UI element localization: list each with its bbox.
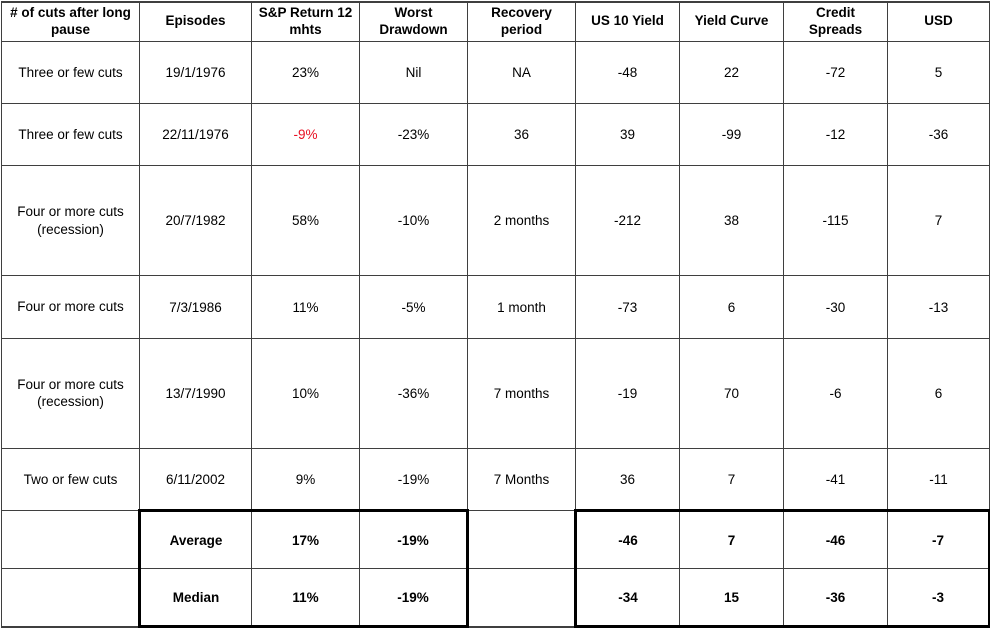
summary-row-median <box>2 569 990 627</box>
cell-sp-return: -9% <box>252 103 360 165</box>
cell-usd: -7 <box>888 511 990 569</box>
cell-recovery: 7 months <box>468 338 576 448</box>
cell-us10: 36 <box>576 449 680 511</box>
cell-credit: -12 <box>784 103 888 165</box>
table-row <box>2 41 990 103</box>
cell-drawdown: -36% <box>360 338 468 448</box>
table-header-row <box>2 2 990 41</box>
cell-episode: 19/1/1976 <box>140 41 252 103</box>
episodes-table <box>1 1 990 628</box>
cell-curve: 15 <box>680 569 784 627</box>
cell-cuts: Three or few cuts <box>2 103 140 165</box>
cell-cuts: Four or more cuts (recession) <box>2 166 140 276</box>
cell-credit: -115 <box>784 166 888 276</box>
cell-sp-return: 11% <box>252 276 360 338</box>
cell-sp-return: 11% <box>252 569 360 627</box>
cell-cuts: Three or few cuts <box>2 41 140 103</box>
cell-curve: 38 <box>680 166 784 276</box>
cell-drawdown: -19% <box>360 511 468 569</box>
cell-recovery: 1 month <box>468 276 576 338</box>
cell-blank <box>468 569 576 627</box>
cell-curve: 7 <box>680 449 784 511</box>
cell-recovery: NA <box>468 41 576 103</box>
cell-episode: 6/11/2002 <box>140 449 252 511</box>
column-header-usd: USD <box>888 2 990 41</box>
cell-drawdown: -5% <box>360 276 468 338</box>
cell-cuts: Four or more cuts (recession) <box>2 338 140 448</box>
column-header-credit-spreads: Credit Spreads <box>784 2 888 41</box>
cell-usd: 7 <box>888 166 990 276</box>
column-header-episodes: Episodes <box>140 2 252 41</box>
cell-curve: 70 <box>680 338 784 448</box>
cell-sp-return: 17% <box>252 511 360 569</box>
cell-blank <box>2 569 140 627</box>
cell-curve: 7 <box>680 511 784 569</box>
table-row <box>2 449 990 511</box>
cell-usd: 5 <box>888 41 990 103</box>
cell-recovery: 2 months <box>468 166 576 276</box>
cell-usd: 6 <box>888 338 990 448</box>
cell-episode: 13/7/1990 <box>140 338 252 448</box>
table-row <box>2 276 990 338</box>
cell-credit: -72 <box>784 41 888 103</box>
cell-credit: -30 <box>784 276 888 338</box>
cell-drawdown: -10% <box>360 166 468 276</box>
cell-us10: -46 <box>576 511 680 569</box>
cell-usd: -36 <box>888 103 990 165</box>
cell-episode: 22/11/1976 <box>140 103 252 165</box>
cell-drawdown: -23% <box>360 103 468 165</box>
cell-sp-return: 23% <box>252 41 360 103</box>
cell-credit: -6 <box>784 338 888 448</box>
table-row <box>2 338 990 448</box>
cell-drawdown: Nil <box>360 41 468 103</box>
cell-credit: -36 <box>784 569 888 627</box>
table-row <box>2 166 990 276</box>
cell-recovery: 7 Months <box>468 449 576 511</box>
cell-recovery: 36 <box>468 103 576 165</box>
table-container <box>0 1 990 630</box>
cell-us10: -48 <box>576 41 680 103</box>
cell-blank <box>468 511 576 569</box>
column-header-sp-return: S&P Return 12 mhts <box>252 2 360 41</box>
cell-blank <box>2 511 140 569</box>
cell-usd: -3 <box>888 569 990 627</box>
cell-us10: -34 <box>576 569 680 627</box>
cell-us10: -212 <box>576 166 680 276</box>
column-header-recovery-period: Recovery period <box>468 2 576 41</box>
cell-credit: -41 <box>784 449 888 511</box>
cell-usd: -11 <box>888 449 990 511</box>
cell-us10: 39 <box>576 103 680 165</box>
table-row <box>2 103 990 165</box>
column-header-worst-drawdown: Worst Drawdown <box>360 2 468 41</box>
cell-episode: 7/3/1986 <box>140 276 252 338</box>
cell-curve: -99 <box>680 103 784 165</box>
cell-cuts: Four or more cuts <box>2 276 140 338</box>
cell-summary-label: Median <box>140 569 252 627</box>
summary-row-average <box>2 511 990 569</box>
cell-sp-return: 9% <box>252 449 360 511</box>
cell-summary-label: Average <box>140 511 252 569</box>
cell-curve: 22 <box>680 41 784 103</box>
cell-cuts: Two or few cuts <box>2 449 140 511</box>
column-header-us-10-yield: US 10 Yield <box>576 2 680 41</box>
cell-drawdown: -19% <box>360 449 468 511</box>
cell-drawdown: -19% <box>360 569 468 627</box>
cell-credit: -46 <box>784 511 888 569</box>
cell-curve: 6 <box>680 276 784 338</box>
cell-usd: -13 <box>888 276 990 338</box>
cell-episode: 20/7/1982 <box>140 166 252 276</box>
cell-sp-return: 10% <box>252 338 360 448</box>
cell-us10: -19 <box>576 338 680 448</box>
cell-sp-return: 58% <box>252 166 360 276</box>
column-header-yield-curve: Yield Curve <box>680 2 784 41</box>
column-header-cuts: # of cuts after long pause <box>2 2 140 41</box>
cell-us10: -73 <box>576 276 680 338</box>
